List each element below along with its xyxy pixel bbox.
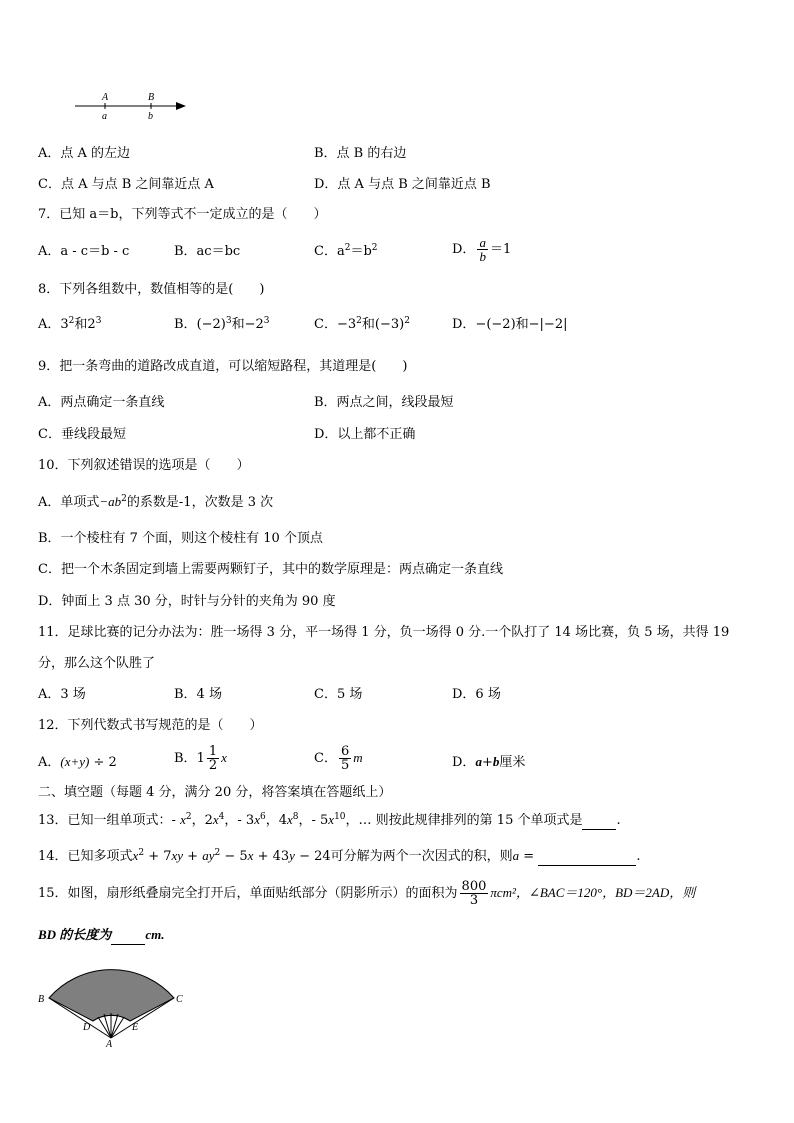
q11-stem-line1: 11．足球比赛的记分办法为：胜一场得 3 分，平一场得 1 分，负一场得 0 分.一个队打了 14 场比赛，负 5 场，共得 19 — [38, 625, 730, 640]
number-line-figure — [70, 88, 190, 124]
point-A-label: A — [102, 92, 109, 103]
q6-option-b: B．点 B 的右边 — [314, 146, 407, 161]
q11-option-b: B．4 场 — [174, 687, 222, 702]
q8-stem: 8．下列各组数中，数值相等的是( ) — [38, 282, 265, 297]
q14: 14．已知多项式$x^2 + 7xy + ay^2 - 5x + 43y - 24$可分解为两个一次因式的积，则a = . — [38, 848, 641, 864]
a-over-b-fraction: $\frac{a}{b}$ — [479, 235, 486, 264]
point-b-label: b — [148, 111, 153, 122]
fan-figure — [36, 948, 196, 1048]
q7-option-b: B．ac＝bc — [174, 244, 241, 259]
section-2-heading: 二、填空题（每题 4 分，满分 20 分，将答案填在答题纸上） — [38, 785, 392, 800]
q12-option-a: A．(x+y) ÷ 2 — [38, 754, 117, 770]
q10-stem: 10．下列叙述错误的选项是（ ） — [38, 458, 250, 473]
q15-line1: 15．如图，扇形纸叠扇完全打开后，单面贴纸部分（阴影所示）的面积为 $\frac{800}{3}$ πcm²，∠BAC＝120°，BD＝2AD，则 — [38, 879, 696, 908]
q6-option-c: C．点 A 与点 B 之间靠近点 A — [38, 177, 214, 192]
q6-option-d: D．点 A 与点 B 之间靠近点 B — [314, 177, 491, 192]
q15-line2: BD 的长度为 cm. — [38, 926, 164, 945]
fan-label-E: E — [132, 1022, 139, 1033]
q12-stem: 12．下列代数式书写规范的是（ ） — [38, 718, 263, 733]
q7-option-a: A．a - c＝b - c — [38, 244, 130, 259]
q7-option-d: D． $\frac{a}{b}$ ＝1 — [452, 235, 512, 264]
q15-answer-blank[interactable] — [111, 930, 145, 945]
q11-option-c: C．5 场 — [314, 687, 363, 702]
point-a-label: a — [102, 111, 107, 122]
q9-option-c: C．垂线段最短 — [38, 427, 126, 442]
q9-stem: 9．把一条弯曲的道路改成直道，可以缩短路程，其道理是( ) — [38, 359, 408, 374]
q9-option-b: B．两点之间，线段最短 — [314, 395, 454, 410]
fan-label-C: C — [176, 994, 183, 1005]
q9-option-d: D．以上都不正确 — [314, 427, 416, 442]
q10-option-b: B．一个棱柱有 7 个面，则这个棱柱有 10 个顶点 — [38, 531, 323, 546]
q11-stem-line2: 分，那么这个队胜了 — [38, 656, 156, 671]
q6-option-a: A．点 A 的左边 — [38, 146, 131, 161]
q10-option-c: C．把一个木条固定到墙上需要两颗钉子，其中的数学原理是：两点确定一条直线 — [38, 562, 503, 577]
fan-label-A: A — [106, 1039, 113, 1048]
q12-option-d: D．a+b厘米 — [452, 754, 526, 770]
fan-label-B: B — [38, 994, 45, 1005]
q8-option-c: C．$-3^2$和$(-3)^2$ — [314, 316, 410, 332]
point-B-label: B — [148, 92, 155, 103]
q10-option-d: D．钟面上 3 点 30 分，时针与分针的夹角为 90 度 — [38, 594, 336, 609]
q8-option-a: A．$3^2$和$2^3$ — [38, 316, 102, 332]
q13: 13．已知一组单项式：- $x^2$，$2x^4$，- $3x^6$，$4x^8$，- $5x^{10}$，… 则按此规律排列的第 15 个单项式是 . — [38, 812, 621, 828]
q12-option-c: C． $\frac{6}{5}$ m — [314, 744, 363, 773]
q10-option-a: A．单项式$-ab^2$的系数是-1，次数是 3 次 — [38, 494, 274, 510]
q12-option-b: B．1 $\frac{1}{2}$ x — [174, 744, 227, 773]
q8-option-d: D．−(−2)和−|−2| — [452, 317, 568, 332]
q11-option-a: A．3 场 — [38, 687, 86, 702]
q11-option-d: D．6 场 — [452, 687, 501, 702]
q8-option-b: B．$(-2)^3$和$-2^3$ — [174, 316, 270, 332]
fan-label-D: D — [83, 1022, 91, 1033]
q9-option-a: A．两点确定一条直线 — [38, 395, 165, 410]
q7-stem: 7．已知 a＝b，下列等式不一定成立的是（ ） — [38, 207, 327, 222]
q14-answer-blank[interactable] — [538, 851, 636, 866]
q13-answer-blank[interactable] — [582, 815, 616, 830]
q7-option-c: C．$a^2=b^2$ — [314, 243, 378, 259]
